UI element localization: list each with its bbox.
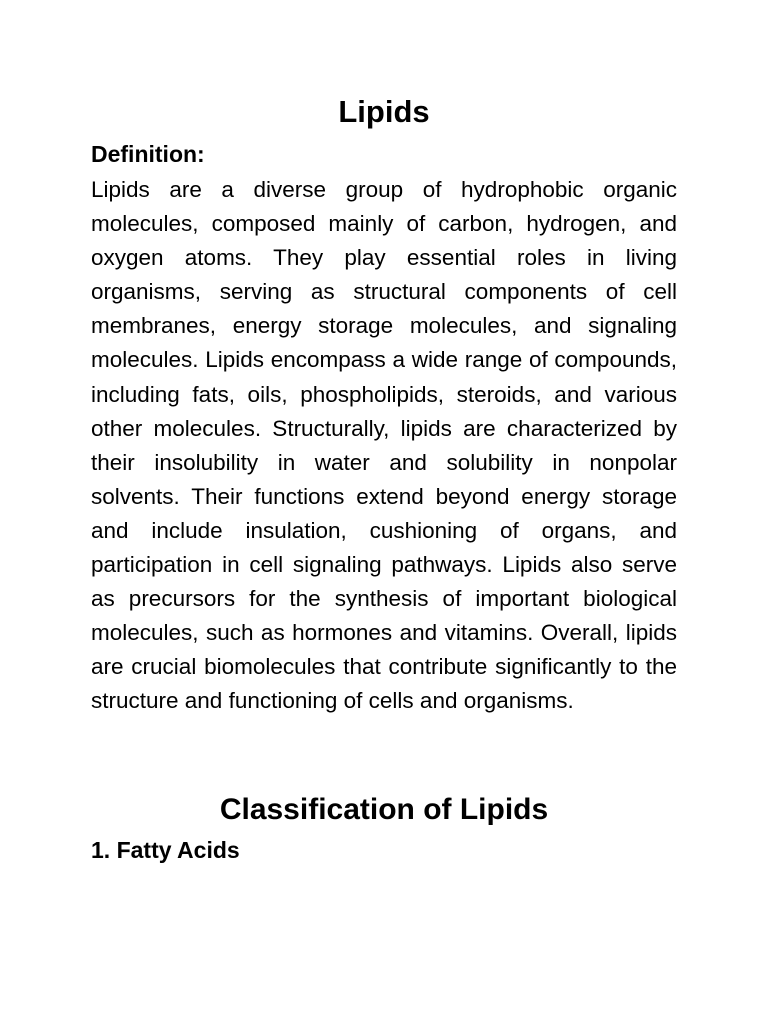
page-title: Lipids <box>338 94 430 129</box>
subsection-heading: 1. Fatty Acids <box>91 837 240 863</box>
section-heading: Classification of Lipids <box>219 793 549 826</box>
definition-paragraph: Lipids are a diverse group of hydrophobic organic molecules, composed mainly of carbon, hydrogen, and oxygen atoms. They play essential roles in living organisms, serving as structural components of cell membranes, energy storage molecules, and signaling molecules. Lipids encompass a wide range of compounds, including fats, oils, phospholipids, steroids, and various other molecules. Structurally, lipids are characterized by their insolubility in water and solubility in nonpolar solvents. Their functions extend beyond energy storage and include insulation, cushioning of organs, and participation in cell signaling pathways. Lipids also serve as precursors for the synthesis of important biological molecules, such as hormones and vitamins. Overall, lipids are crucial biomolecules that contribute significantly to the structure and functioning of cells and organisms. <box>91 177 677 714</box>
definition-heading: Definition: <box>91 141 205 167</box>
